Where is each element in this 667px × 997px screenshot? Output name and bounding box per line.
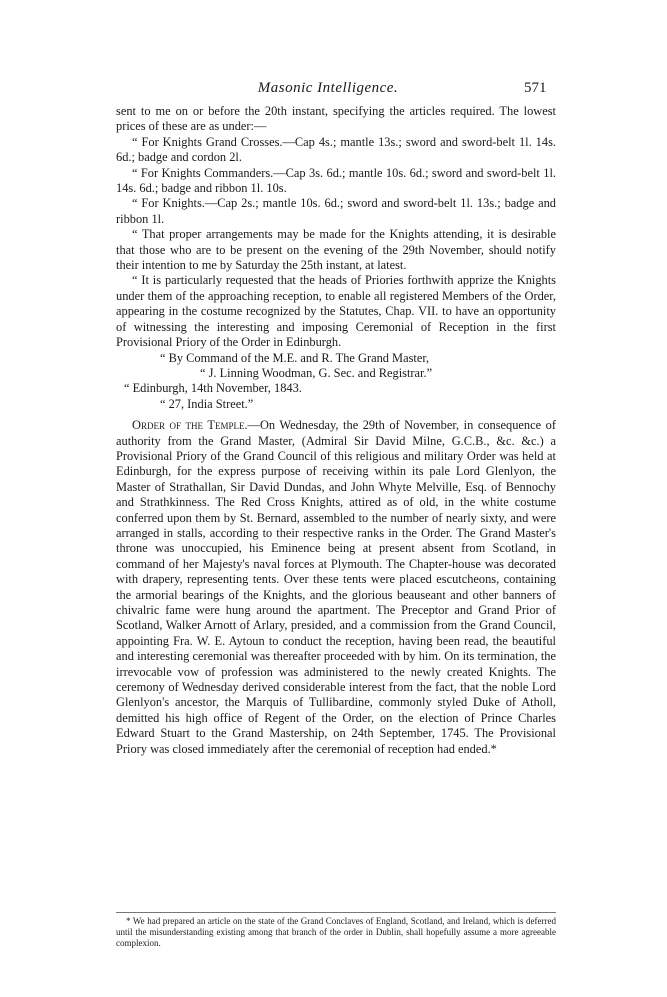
paragraph-order-of-temple [116, 418, 556, 757]
signature-address: “ 27, India Street.” [160, 396, 254, 411]
paragraph-commanders: “ For Knights Commanders.—Cap 3s. 6d.; mantle 10s. 6d.; sword and sword-belt 1l. 14s. 6d.; badge and ribbon 1l. 10s. [116, 165, 556, 196]
paragraph-continuation: sent to me on or before the 20th instant, specifying the articles required. The lowest prices of these are as under:— [116, 104, 556, 134]
page-number: 571 [524, 80, 547, 96]
page-body [116, 104, 556, 757]
footnote-rule [116, 912, 556, 913]
running-title: Masonic Intelligence. [257, 80, 399, 96]
page-header [0, 80, 667, 102]
signature-place-date: “ Edinburgh, 14th November, 1843. [124, 381, 302, 396]
order-heading: Order of the Temple. [132, 418, 248, 433]
paragraph-request: “ It is particularly requested that the heads of Priories forthwith apprize the Knights under them of the approaching reception, to enable all registered Members of the Order, appearing in the costume recognized by the Statutes, Chap. VII. to have an opportunity of witnessing the interesting and imposing Ceremonial of Reception in the first Provisional Priory of the Order in Edinburgh. [116, 273, 556, 350]
order-text: —On Wednesday, the 29th of November, in consequence of authority from the Grand Master, (Admiral Sir David Milne, G.C.B., &c. &c.) a Provisional Priory of the Grand Council of this religious and military Order was held at Edinburgh, for the express purpose of receiving within its pale Lord Glenlyon, the Master of Strathallan, Sir David Dundas, and John Whyte Melville, Esq. of Bennochy and Strathkinness. The Red Cross Knights, attired as of old, in the white costume conferred upon them by St. Bernard, assembled to the number of nearly sixty, and were arranged in stalls, according to their respective ranks in the Order. The Grand Master's throne was unoccupied, his Eminence being at present absent from Scotland, in command of her Majesty's naval forces at Plymouth. The Chapter-house was decorated with drapery, representing tents. Over these tents were placed escutcheons, containing the armorial bearings of the Knights, and the glorious beauseant and other banners of chivalric fame were hung around the apartment. The Preceptor and Grand Prior of Scotland, Walker Arnott of Arlary, presided, and a commission from the Grand Council, appointing Fra. W. E. Aytoun to conduct the reception, having been read, the beautiful and interesting ceremonial was thereafter proceeded with by him. On its termination, the irrevocable vow of profession was administered to the newly created Knights. The ceremony of Wednesday derived considerable interest from the fact, that the noble Lord Glenlyon's ancestor, the Marquis of Tullibardine, commonly styled Duke of Atholl, demitted his high office of Regent of the Order, on the election of Prince Charles Edward Stuart to the Grand Mastership, on 24th September, 1745. The Provisional Priory was closed immediately after the ceremonial of reception had ended.* [116, 418, 556, 756]
paragraph-arrangements: “ That proper arrangements may be made for the Knights attending, it is desirable that those who are to be present on the evening of the 29th November, should notify their intention to me by Saturday the 25th instant, at latest. [116, 227, 556, 273]
signature-command: “ By Command of the M.E. and R. The Grand Master, [160, 350, 430, 365]
footnote [116, 916, 556, 949]
paragraph-knights: “ For Knights.—Cap 2s.; mantle 10s. 6d.; sword and sword-belt 1l. 13s.; badge and ribbon 1l. [116, 196, 556, 226]
footnote-text: * We had prepared an article on the state of the Grand Conclaves of England, Scotland, and Ireland, which is deferred until the misunderstanding existing among that branch of the order in Dublin, shall hopefully assume a more agreeable complexion. [116, 916, 556, 948]
paragraph-grand-crosses: “ For Knights Grand Crosses.—Cap 4s.; mantle 13s.; sword and sword-belt 1l. 14s. 6d.; badge and cordon 2l. [116, 134, 556, 165]
signature-name: “ J. Linning Woodman, G. Sec. and Registrar.” [200, 365, 433, 380]
